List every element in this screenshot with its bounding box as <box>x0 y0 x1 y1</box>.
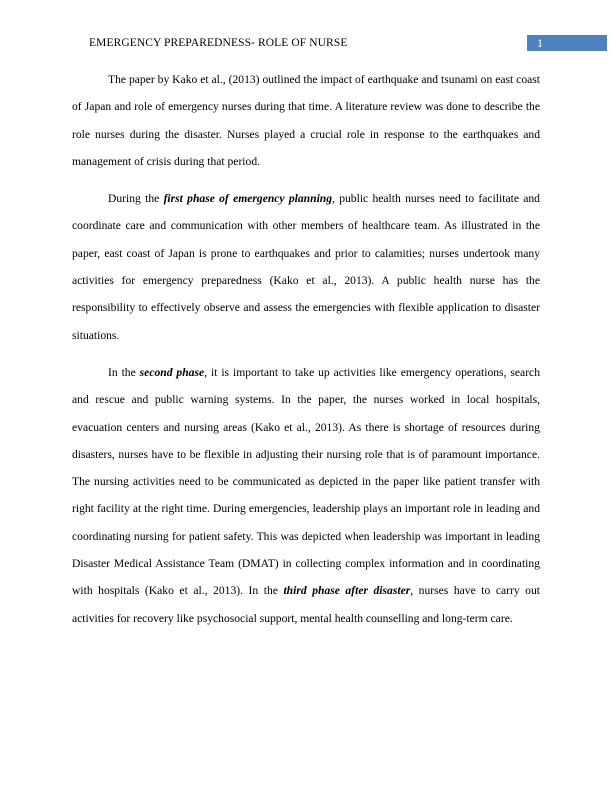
paragraph-1 <box>72 66 540 175</box>
page-number-box <box>527 35 607 51</box>
emphasis-second-phase: second phase <box>139 365 205 379</box>
page-number: 1 <box>537 36 543 50</box>
document-body <box>72 66 540 642</box>
paragraph-3-post: , nurses have to carry out activities for recovery like psychosocial support, mental health counselling and long-term care. <box>72 584 540 625</box>
paragraph-2-pre: During the <box>108 192 164 206</box>
paragraph-1-text: The paper by Kako et al., (2013) outlined the impact of earthquake and tsunami on east coast of Japan and role of emergency nurses during that time. A literature review was done to describe the role nurses during the disaster. Nurses played a crucial role in response to the earthquakes and management of crisis during that period. <box>72 73 540 168</box>
paragraph-3-mid: , it is important to take up activities like emergency operations, search and rescue and public warning systems. In the paper, the nurses worked in local hospitals, evacuation centers and nursing areas (Kako et al., 2013). As there is shortage of resources during disasters, nurses have to be flexible in adjusting their nursing role that is of paramount importance. The nursing activities need to be communicated as depicted in the paper like patient transfer with right facility at the right time. During emergencies, leadership plays an important role in leading and coordinating nursing for patient safety. This was depicted when leadership was important in leading Disaster Medical Assistance Team (DMAT) in collecting complex information and in coordinating with hospitals (Kako et al., 2013). In the <box>72 365 540 598</box>
paragraph-3-pre: In the <box>108 365 140 379</box>
paragraph-2-post: , public health nurses need to facilitate and coordinate care and communication with other members of healthcare team. As illustrated in the paper, east coast of Japan is prone to earthquakes and prior to calamities; nurses undertook many activities for emergency preparedness (Kako et al., 2013). A public health nurse has the responsibility to effectively observe and assess the emergencies with flexible application to disaster situations. <box>72 192 540 342</box>
running-header: EMERGENCY PREPAREDNESS- ROLE OF NURSE <box>89 37 348 49</box>
emphasis-third-phase: third phase after disaster <box>283 584 411 598</box>
paragraph-2 <box>72 185 540 349</box>
emphasis-first-phase: first phase of emergency planning <box>163 192 333 206</box>
paragraph-3 <box>72 359 540 632</box>
